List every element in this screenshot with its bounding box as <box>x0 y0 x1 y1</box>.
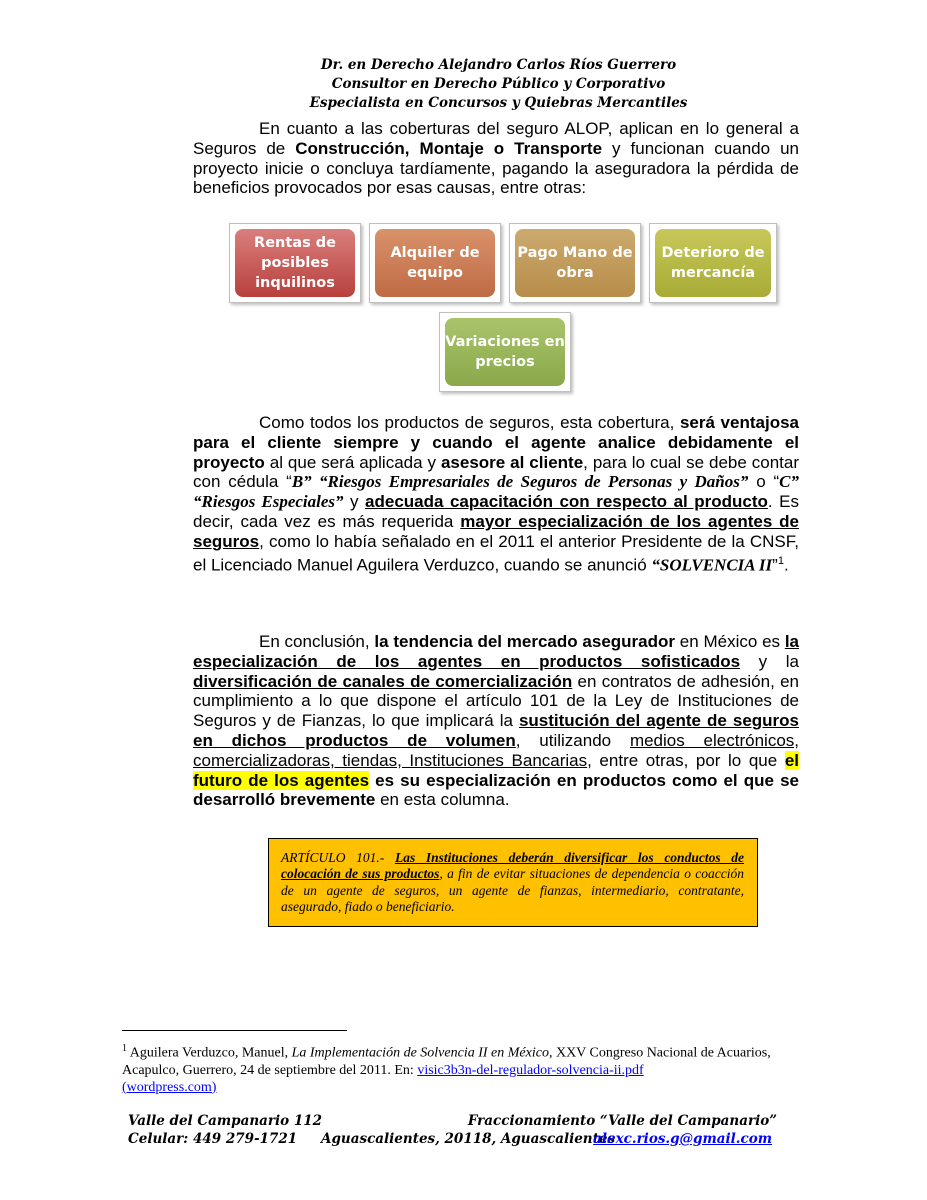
p3-text-4: en contratos de adhesión, en cumplimiento a lo que dispone el artículo 101 de la Ley de Instituciones de Seguros y de Fianzas, lo que implicará la <box>193 671 800 731</box>
p3-underline-1: la especialización de los agentes en productos sofisticados <box>193 632 799 671</box>
p2-text-2: al que será aplicada y <box>264 452 441 472</box>
paragraph-conclusion <box>193 632 799 810</box>
letterhead-specialty: Especialista en Concursos y Quiebras Mercantiles <box>309 95 688 111</box>
p3-text-2: en México es <box>675 632 785 651</box>
p3-underline-3: sustitución del agente de seguros en dichos productos de volumen <box>193 711 799 750</box>
intro-bold-1: Construcción, Montaje o Transporte <box>295 138 603 158</box>
p2-underline-1: adecuada capacitación con respecto al producto <box>365 492 768 512</box>
footnote-text-1: Aguilera Verduzco, Manuel, <box>127 1045 292 1061</box>
diagram-box-rentas <box>229 223 361 303</box>
diagram-box-label: Variaciones en precios <box>445 318 565 386</box>
p2-italic-1: B” “Riesgos Empresariales de Seguros de Personas y Daños” <box>291 472 749 492</box>
article-heading: ARTÍCULO 101.- <box>281 850 395 865</box>
letterhead-name: Dr. en Derecho Alejandro Carlos Ríos Guerrero <box>320 57 677 73</box>
diagram-box-alquiler <box>369 223 501 303</box>
footer-city: Aguascalientes, 20118, Aguascalientes <box>321 1131 616 1147</box>
p2-text-8: ” <box>772 555 778 575</box>
footnote-link-domain[interactable]: (wordpress.com) <box>122 1079 217 1095</box>
footer-subdivision: Fraccionamiento “Valle del Campanario” <box>467 1113 777 1129</box>
diagram-box-variaciones <box>439 312 571 392</box>
article-underline: Las Instituciones deberán diversificar los conductos de colocación de sus productos <box>281 850 744 882</box>
letterhead-title: Consultor en Derecho Público y Corporativo <box>331 76 666 92</box>
p2-italic-3: “SOLVENCIA II <box>651 555 773 575</box>
article-101-box <box>268 838 758 927</box>
footnote-ref[interactable]: 1 <box>777 554 784 567</box>
footnote-title: La Implementación de Solvencia II en México <box>291 1045 549 1061</box>
p3-text-3: y la <box>740 651 799 671</box>
article-text: , a fin de evitar situaciones de dependencia o coacción de un agente de seguros, un agente de fianzas, intermediario, contratante, asegurado, fiado o beneficiario. <box>281 866 744 915</box>
p2-bold-2: asesore al cliente <box>440 452 584 472</box>
footer-phone: Celular: 449 279-1721 <box>128 1131 298 1147</box>
p2-underline-2: mayor especialización de los agentes de seguros <box>193 511 800 551</box>
p2-italic-2: C” “Riesgos Especiales” <box>193 472 800 512</box>
footnote <box>122 1040 782 1096</box>
p3-text-1: En conclusión, <box>259 632 375 651</box>
diagram-box-label: Deterioro de mercancía <box>655 229 771 297</box>
p2-text-3: , para lo cual se debe contar con cédula “ <box>193 452 799 492</box>
p3-text-5: , utilizando <box>515 730 630 750</box>
diagram-box-label: Rentas de posibles inquilinos <box>235 229 355 297</box>
letterhead <box>0 56 927 113</box>
p3-text-7: en esta columna. <box>375 790 510 810</box>
p2-text-9: . <box>783 555 789 575</box>
paragraph-cobertura <box>193 413 799 575</box>
diagram-box-deterioro <box>649 223 777 303</box>
p2-text-7: , como lo había señalado en el 2011 el anterior Presidente de la CNSF, el Licenciado Manuel Aguilera Verduzco, cuando se anunció <box>193 531 799 575</box>
footnote-link[interactable]: visic3b3n-del-regulador-solvencia-ii.pdf <box>417 1062 644 1078</box>
p3-underline-4: medios electrónicos, comercializadoras, tiendas, Instituciones Bancarias <box>193 730 799 770</box>
p2-bold-1: será ventajosa para el cliente siempre y cuando el agente analice debidamente el proyecto <box>193 413 799 472</box>
p3-highlight: el futuro de los agentes <box>193 750 799 790</box>
p3-underline-2: diversificación de canales de comercialización <box>193 671 573 691</box>
p2-text-4: o “ <box>748 472 780 492</box>
diagram-box-label: Alquiler de equipo <box>375 229 495 297</box>
diagram-box-label: Pago Mano de obra <box>515 229 635 297</box>
p3-text-6: , entre otras, por lo que <box>587 750 785 770</box>
p3-bold-1: la tendencia del mercado asegurador <box>374 632 676 651</box>
p2-text-5: y <box>343 492 366 512</box>
intro-text-1: En cuanto a las coberturas del seguro ALOP, aplican en lo general a Seguros de <box>193 119 799 158</box>
p2-text-6: . Es decir, cada vez es más requerida <box>193 492 799 531</box>
footer-address: Valle del Campanario 112 <box>128 1113 323 1129</box>
p3-bold-2: es su especialización en productos como el que se desarrolló brevemente <box>193 770 799 810</box>
p2-text-1: Como todos los productos de seguros, esta cobertura, <box>259 413 680 432</box>
footnote-number: 1 <box>122 1043 127 1054</box>
intro-paragraph <box>193 119 799 198</box>
diagram-box-mano-obra <box>509 223 641 303</box>
footer-email-link[interactable]: alexc.rios.g@gmail.com <box>593 1131 772 1147</box>
intro-text-2: y funcionan cuando un proyecto inicie o concluya tardíamente, pagando la aseguradora la pérdida de beneficios provocados por esas causas, entre otras: <box>193 138 799 198</box>
footnote-separator <box>122 1030 347 1031</box>
footnote-text-2: , XXV Congreso Nacional de Acuarios, Acapulco, Guerrero, 24 de septiembre del 2011. En: <box>122 1045 771 1078</box>
